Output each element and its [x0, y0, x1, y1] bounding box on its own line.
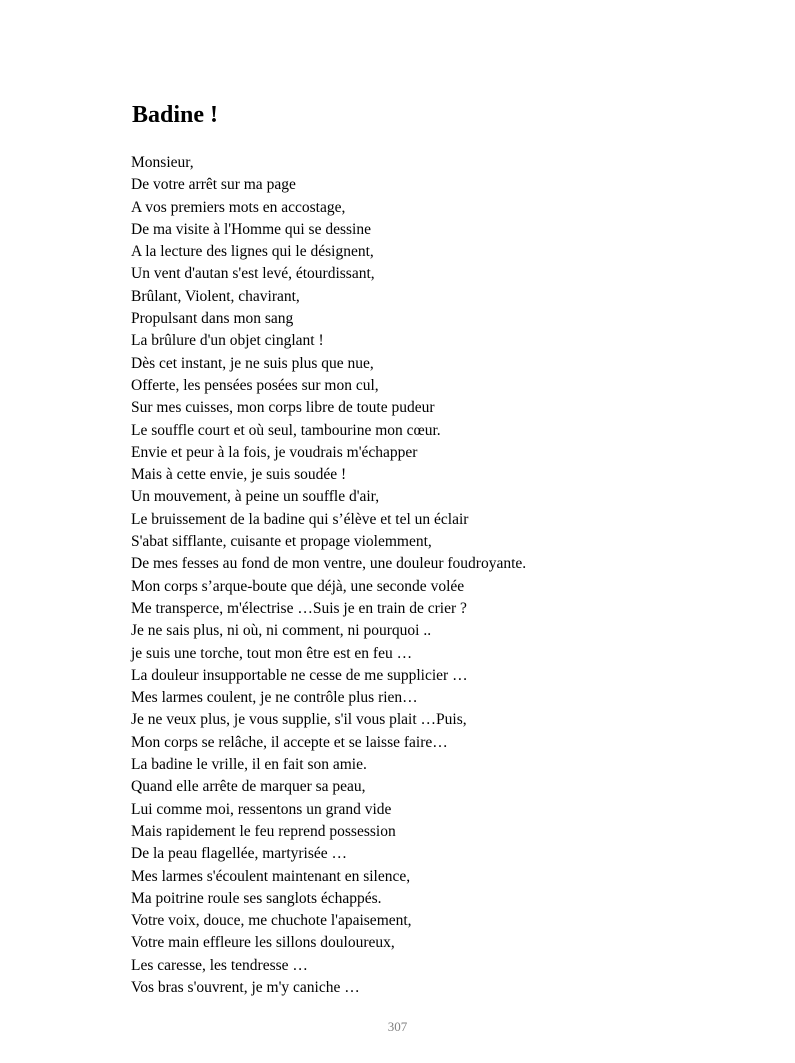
poem-line: Mais à cette envie, je suis soudée !: [131, 466, 347, 484]
poem-line: S'abat sifflante, cuisante et propage violemment,: [131, 533, 432, 551]
poem-line: je suis une torche, tout mon être est en feu …: [131, 644, 413, 662]
poem-line: A la lecture des lignes qui le désignent,: [131, 243, 374, 261]
poem-line: Dès cet instant, je ne suis plus que nue,: [131, 354, 374, 372]
poem-line: Mes larmes s'écoulent maintenant en silence,: [131, 867, 411, 885]
poem-line: Brûlant, Violent, chavirant,: [131, 287, 300, 305]
poem-line: Offerte, les pensées posées sur mon cul,: [131, 376, 379, 394]
poem-line: Ma poitrine roule ses sanglots échappés.: [131, 889, 382, 907]
page-number: 307: [387, 1019, 408, 1034]
poem-title: Badine !: [132, 102, 219, 128]
poem-line: Monsieur,: [131, 154, 194, 171]
poem-line: Mes larmes coulent, je ne contrôle plus rien…: [131, 689, 418, 707]
poem-line: Mais rapidement le feu reprend possession: [131, 822, 396, 840]
poem-line: La douleur insupportable ne cesse de me supplicier …: [131, 666, 468, 684]
poem-line: Quand elle arrête de marquer sa peau,: [131, 778, 366, 796]
poem-line: Vos bras s'ouvrent, je m'y caniche …: [131, 978, 360, 996]
poem-line: Mon corps s’arque-boute que déjà, une seconde volée: [131, 577, 465, 595]
poem-line: La badine le vrille, il en fait son amie.: [131, 756, 367, 774]
poem-line: De mes fesses au fond de mon ventre, une douleur foudroyante.: [131, 555, 527, 573]
poem-line: Un vent d'autan s'est levé, étourdissant,: [131, 265, 375, 283]
poem-line: Un mouvement, à peine un souffle d'air,: [131, 488, 380, 506]
poem-line: Mon corps se relâche, il accepte et se laisse faire…: [131, 733, 448, 751]
poem-line: De la peau flagellée, martyrisée …: [131, 845, 348, 863]
poem-line: De votre arrêt sur ma page: [131, 176, 296, 194]
poem-line: Sur mes cuisses, mon corps libre de toute pudeur: [131, 399, 435, 417]
poem-line: Le souffle court et où seul, tambourine mon cœur.: [131, 421, 441, 439]
poem-line: Propulsant dans mon sang: [131, 310, 294, 328]
poem-line: Les caresse, les tendresse …: [131, 956, 308, 974]
poem-line: A vos premiers mots en accostage,: [131, 198, 346, 216]
poem-line: Envie et peur à la fois, je voudrais m'échapper: [131, 443, 418, 461]
poem-line: Votre voix, douce, me chuchote l'apaisement,: [131, 912, 412, 930]
poem-line: La brûlure d'un objet cinglant !: [131, 332, 324, 350]
poem-line: Je ne sais plus, ni où, ni comment, ni pourquoi ..: [131, 622, 432, 640]
poem-line: Votre main effleure les sillons douloureux,: [131, 934, 395, 952]
poem-line: De ma visite à l'Homme qui se dessine: [131, 220, 371, 238]
poem-line: Lui comme moi, ressentons un grand vide: [131, 800, 392, 818]
poem-line: Je ne veux plus, je vous supplie, s'il vous plait …Puis,: [131, 711, 467, 729]
poem-body: [131, 152, 526, 999]
poem-line: Le bruissement de la badine qui s’élève et tel un éclair: [131, 510, 469, 528]
poem-line: Me transperce, m'électrise …Suis je en train de crier ?: [131, 599, 467, 617]
